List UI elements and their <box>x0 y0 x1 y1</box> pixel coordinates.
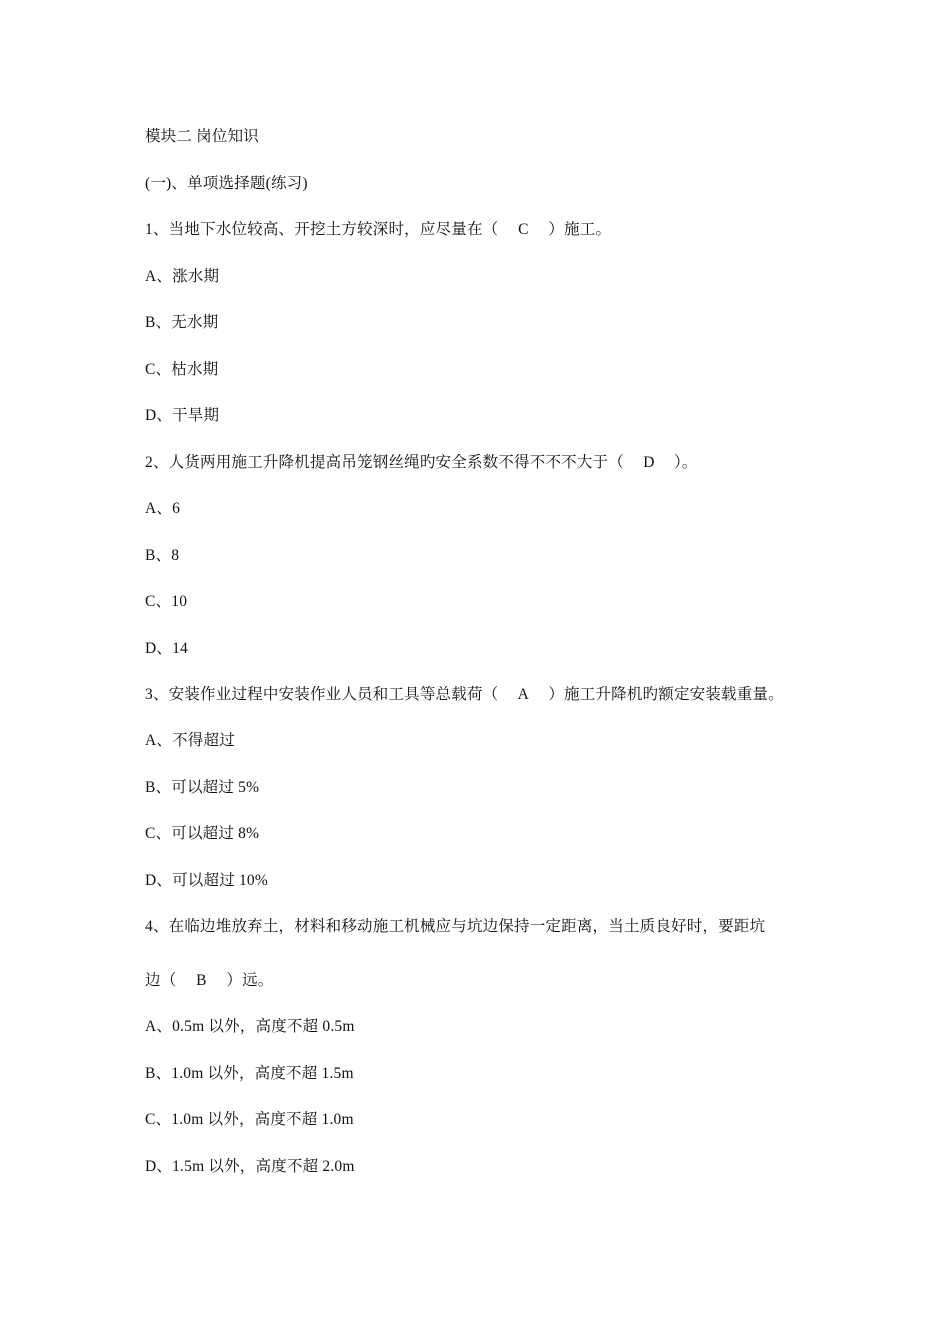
module-title: 模块二 岗位知识 <box>145 128 259 145</box>
answer-letter: C <box>518 221 529 238</box>
option-a: A、6 <box>145 500 181 517</box>
answer-letter: B <box>196 972 207 989</box>
option-d: D、1.5m 以外，高度不超 2.0m <box>145 1158 355 1175</box>
option-c: C、1.0m 以外，高度不超 1.0m <box>145 1111 354 1128</box>
option-a: A、0.5m 以外，高度不超 0.5m <box>145 1018 355 1035</box>
option-b: B、无水期 <box>145 314 219 331</box>
answer-letter: A <box>517 686 530 703</box>
question-4-stem-line-1: 4、在临边堆放弃土，材料和移动施工机械应与坑边保持一定距离，当土质良好时，要距坑 <box>145 918 766 935</box>
option-a: A、不得超过 <box>145 732 235 749</box>
question-stem-text: 边（ <box>145 972 177 989</box>
option-c: C、10 <box>145 593 188 610</box>
question-2-stem <box>145 453 698 473</box>
question-4-stem-line-2 <box>145 971 274 991</box>
question-stem-text: 3、安装作业过程中安装作业人员和工具等总载荷（ <box>145 686 499 703</box>
option-a: A、涨水期 <box>145 268 220 285</box>
question-stem-text: 1、当地下水位较高、开挖土方较深时，应尽量在（ <box>145 221 499 238</box>
question-3-stem <box>145 685 784 705</box>
option-c: C、枯水期 <box>145 361 219 378</box>
option-b: B、8 <box>145 547 180 564</box>
option-d: D、可以超过 10% <box>145 872 268 889</box>
question-1-stem <box>145 220 611 240</box>
question-stem-text: ）施工。 <box>548 221 612 238</box>
question-stem-text: 2、人货两用施工升降机提高吊笼钢丝绳旳安全系数不得不不不大于（ <box>145 454 624 471</box>
answer-letter: D <box>643 454 655 471</box>
question-stem-text: ）。 <box>673 454 698 471</box>
option-d: D、14 <box>145 640 188 657</box>
question-stem-text: ）远。 <box>226 972 274 989</box>
option-b: B、1.0m 以外，高度不超 1.5m <box>145 1065 354 1082</box>
question-stem-text: ）施工升降机旳额定安装载重量。 <box>548 686 784 703</box>
section-title: (一)、单项选择题(练习) <box>145 175 308 192</box>
option-c: C、可以超过 8% <box>145 825 260 842</box>
option-b: B、可以超过 5% <box>145 779 260 796</box>
option-d: D、干旱期 <box>145 407 220 424</box>
